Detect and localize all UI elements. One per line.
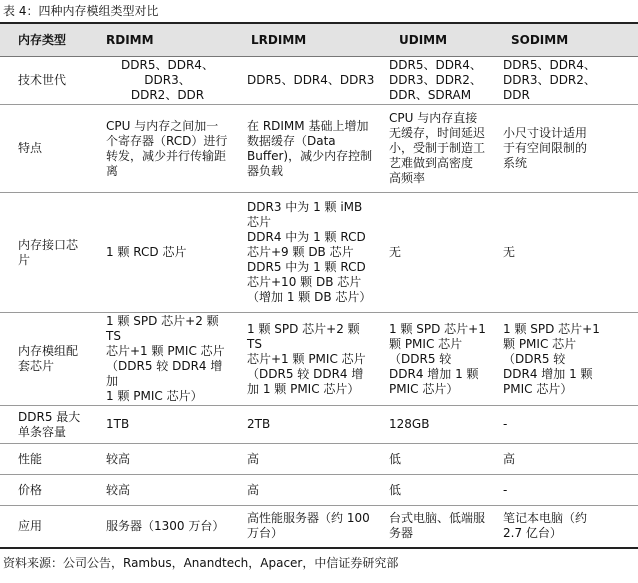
table-cell: DDR5、DDR4、 DDR3、DDR2、 DDR、SDRAM (389, 58, 482, 102)
header-sodimm: SODIMM (493, 23, 638, 57)
table-cell: DDR5、DDR4、 DDR3、DDR2、 DDR (503, 58, 596, 102)
row-label: 技术世代 (18, 73, 67, 87)
table-row-interface-chip (0, 193, 638, 313)
row-label: 特点 (18, 141, 43, 155)
table-cell: 1TB (106, 417, 130, 431)
table-cell: CPU 与内存直接 无缓存，时间延迟 小，受制于制造工 艺难做到高密度 高频率 (389, 111, 486, 185)
table-cell: 1 颗 SPD 芯片+2 颗 TS 芯片+1 颗 PMIC 芯片 （DDR5 较 DDR4 增 加 1 颗 PMIC 芯片） (247, 321, 366, 396)
header-rdimm: RDIMM (88, 23, 233, 57)
row-label: 内存接口芯 片 (18, 237, 79, 267)
table-cell: 服务器（1300 万台） (106, 518, 225, 533)
table-cell: 在 RDIMM 基础上增加 数据缓存（Data Buffer)，减少内存控制 器负载 (247, 118, 373, 178)
table-cell: DDR5、DDR4、DDR3 (247, 73, 375, 87)
table-row-companion-chips (0, 313, 638, 406)
table-cell: CPU 与内存之间加一 个寄存器（RCD）进行 转发，减少并行传输距 离 (106, 118, 228, 178)
table-header-row (0, 23, 638, 57)
table-cell: 高 (247, 451, 260, 466)
table-cell: 笔记本电脑（约 2.7 亿台） (503, 511, 588, 541)
header-lrdimm: LRDIMM (233, 23, 381, 57)
table-row-performance (0, 444, 638, 475)
table-row-applications (0, 506, 638, 548)
table-cell: 1 颗 SPD 芯片+2 颗 TS 芯片+1 颗 PMIC 芯片 （DDR5 较 DDR4 增加 1 颗 PMIC 芯片） (106, 314, 225, 403)
table-cell: 1 颗 SPD 芯片+1 颗 PMIC 芯片 （DDR5 较 DDR4 增加 1 颗 PMIC 芯片） (389, 321, 486, 396)
table-cell: 1 颗 RCD 芯片 (106, 245, 187, 259)
table-cell: - (503, 417, 508, 431)
row-label: DDR5 最大 单条容量 (18, 409, 81, 439)
table-cell: 高 (247, 482, 260, 497)
table-cell: 无 (389, 245, 402, 259)
table-cell: DDR3 中为 1 颗 iMB 芯片 DDR4 中为 1 颗 RCD 芯片+9 颗 DB 芯片 DDR5 中为 1 颗 RCD 芯片+10 颗 DB 芯片 （增加 1 颗 DB 芯片） (247, 200, 372, 304)
table-caption: 表 4：四种内存模组类型对比 (3, 4, 159, 18)
table-cell: 高 (503, 451, 516, 466)
source-note: 资料来源：公司公告，Rambus，Anandtech，Apacer，中信证券研究部 (3, 556, 399, 570)
table-cell: 无 (503, 245, 516, 259)
table-cell: 1 颗 SPD 芯片+1 颗 PMIC 芯片 （DDR5 较 DDR4 增加 1 颗 PMIC 芯片） (503, 321, 600, 396)
table-row-features (0, 105, 638, 193)
row-label: 应用 (18, 518, 43, 533)
header-udimm: UDIMM (381, 23, 493, 57)
table-row-tech-generation (0, 57, 638, 105)
row-label: 性能 (18, 451, 43, 466)
table-cell: 低 (389, 482, 402, 497)
header-memory-type: 内存类型 (0, 23, 88, 57)
row-label: 价格 (18, 482, 43, 497)
table-cell: 较高 (106, 451, 131, 466)
table-cell: DDR5、DDR4、DDR3、 DDR2、DDR (121, 58, 214, 102)
table-cell: - (503, 482, 508, 497)
table-cell: 2TB (247, 417, 271, 431)
table-cell: 低 (389, 451, 402, 466)
table-cell: 小尺寸设计适用 于有空间限制的 系统 (503, 126, 588, 170)
memory-module-comparison-table (0, 22, 638, 549)
row-label: 内存模组配 套芯片 (18, 344, 79, 373)
table-cell: 高性能服务器（约 100 万台） (247, 511, 370, 541)
table-row-price (0, 475, 638, 506)
table-cell: 较高 (106, 482, 131, 497)
table-cell: 128GB (389, 417, 430, 431)
table-cell: 台式电脑、低端服 务器 (389, 511, 486, 541)
table-row-max-capacity (0, 406, 638, 444)
